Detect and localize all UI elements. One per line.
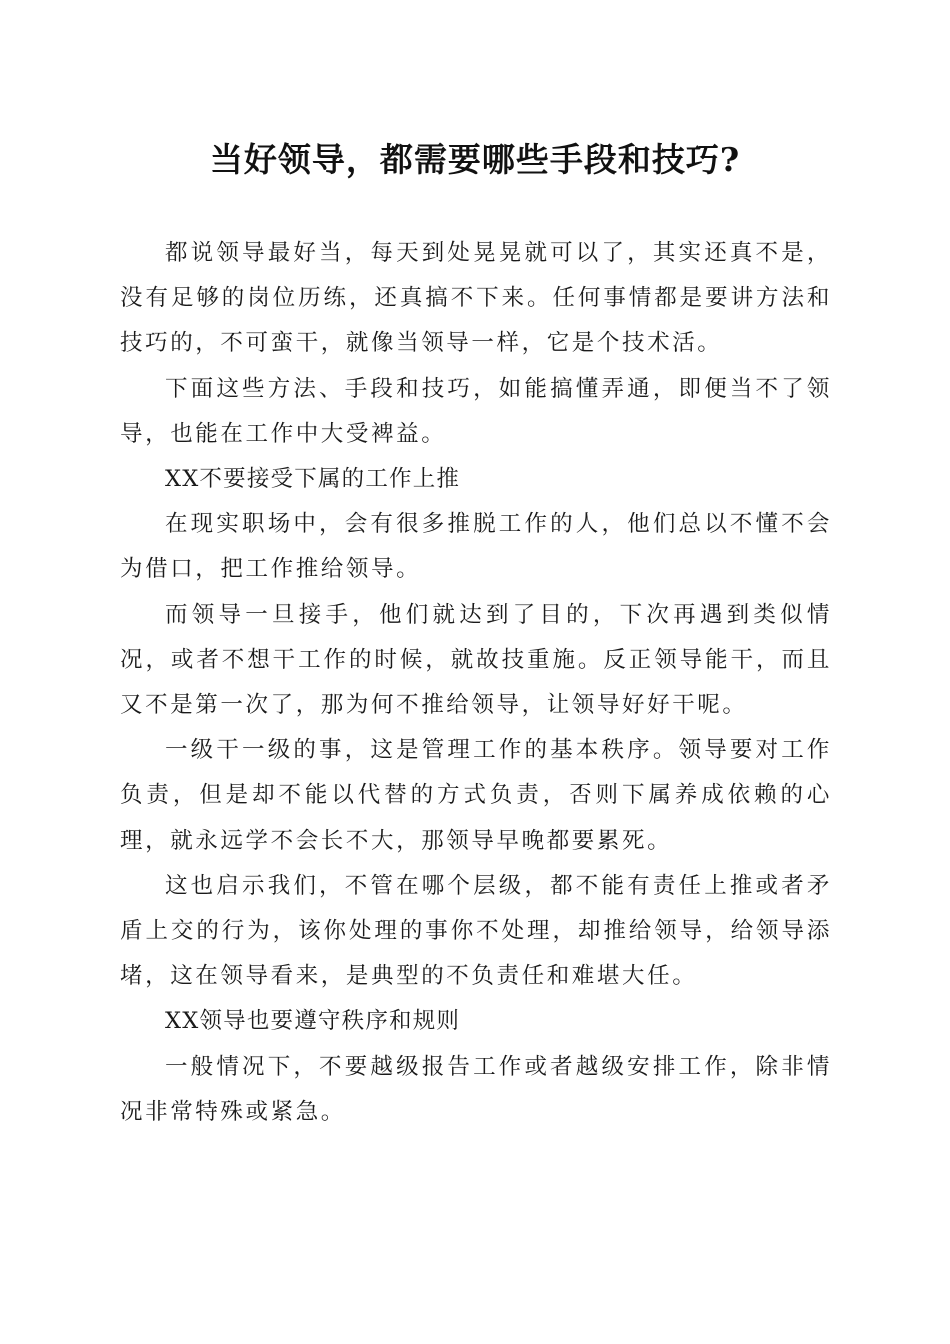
paragraph-benefit: 下面这些方法、手段和技巧，如能搞懂弄通，即便当不了领导，也能在工作中大受裨益。	[120, 375, 832, 447]
document-body	[120, 231, 832, 1135]
section-heading-2: XX领导也要遵守秩序和规则	[165, 1008, 461, 1035]
section-heading-1: XX不要接受下属的工作上推	[165, 466, 461, 493]
paragraph-intro: 都说领导最好当，每天到处晃晃就可以了，其实还真不是，没有足够的岗位历练，还真搞不下来。任何事情都是要讲方法和技巧的，不可蛮干，就像当领导一样，它是个技术活。	[120, 240, 832, 357]
paragraph: 这也启示我们，不管在哪个层级，都不能有责任上推或者矛盾上交的行为，该你处理的事你不处理，却推给领导，给领导添堵，这在领导看来，是典型的不负责任和难堪大任。	[120, 872, 832, 990]
document-title: 当好领导，都需要哪些手段和技巧?	[209, 140, 741, 179]
paragraph: 在现实职场中，会有很多推脱工作的人，他们总以不懂不会为借口，把工作推给领导。	[120, 511, 832, 583]
paragraph: 一般情况下，不要越级报告工作或者越级安排工作，除非情况非常特殊或紧急。	[120, 1053, 832, 1125]
paragraph: 一级干一级的事，这是管理工作的基本秩序。领导要对工作负责，但是却不能以代替的方式负责，否则下属养成依赖的心理，就永远学不会长不大，那领导早晚都要累死。	[120, 737, 832, 854]
paragraph: 而领导一旦接手，他们就达到了目的，下次再遇到类似情况，或者不想干工作的时候，就故技重施。反正领导能干，而且又不是第一次了，那为何不推给领导，让领导好好干呢。	[120, 601, 832, 719]
